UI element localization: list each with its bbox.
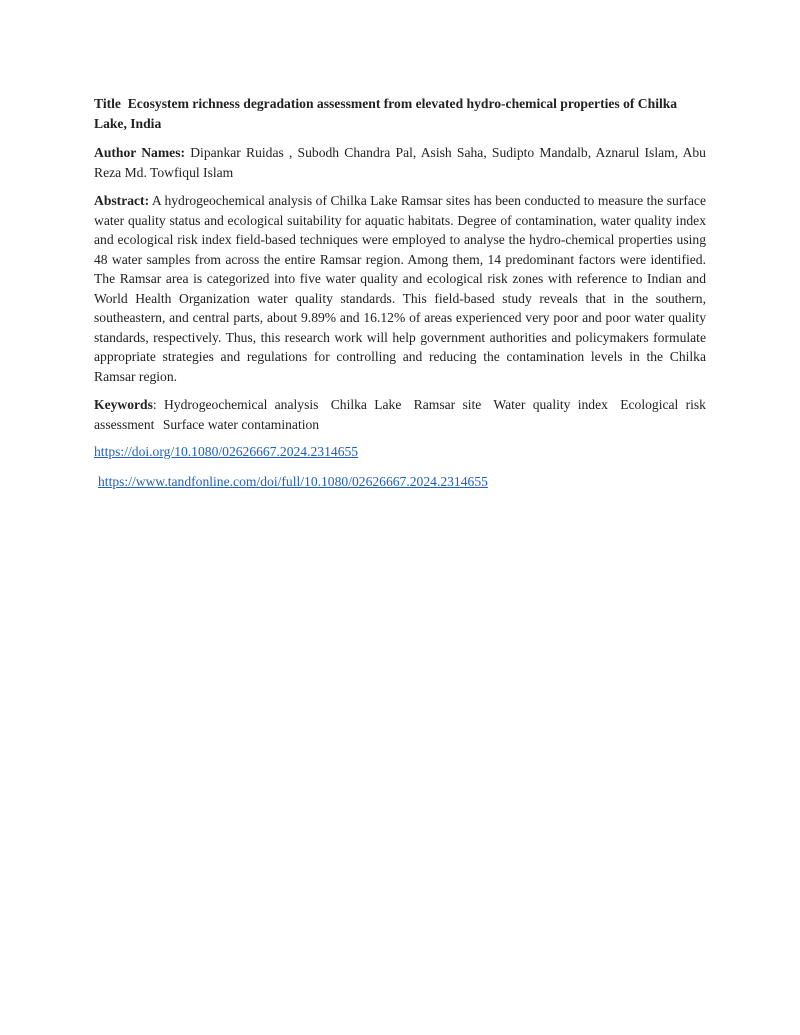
author-names [94,143,706,182]
keyword-item: Ramsar site [413,397,482,412]
keywords-label: Keywords [94,397,153,412]
document-page [94,94,706,491]
keyword-item: Ecological risk assessment [94,397,706,432]
doi-link-line [94,442,706,462]
abstract [94,191,706,386]
title-text: Ecosystem richness degradation assessment from elevated hydro-chemical properties of Chilka Lake, India [94,96,678,131]
publisher-link-line [94,472,706,492]
doi-link[interactable]: https://doi.org/10.1080/02626667.2024.2314655 [94,444,359,459]
keywords: Keywords: Hydrogeochemical analysis Chilka Lake Ramsar site Water quality index Ecological risk assessment Surface water contamination [94,397,706,432]
publisher-link[interactable]: https://www.tandfonline.com/doi/full/10.1080/02626667.2024.2314655 [98,473,488,489]
authors-text: Dipankar Ruidas , Subodh Chandra Pal, Asish Saha, Sudipto Mandalb, Aznarul Islam, Abu Reza Md. Towfiqul Islam [94,145,706,180]
title-label: Title [94,96,121,111]
authors-label: Author Names: [94,145,186,160]
paper-title [94,94,706,133]
abstract-label: Abstract: [94,193,150,208]
keyword-item: Chilka Lake [330,397,402,412]
keyword-item: Surface water contamination [162,416,320,432]
keyword-item: Hydrogeochemical analysis [163,397,319,412]
keyword-item: Water quality index [493,397,608,412]
abstract-text: A hydrogeochemical analysis of Chilka Lake Ramsar sites has been conducted to measure the surface water quality status and ecological suitability for aquatic habitats. Degree of contamination, water quality index and ecological risk index field-based techniques were employed to analyse the hydro-chemical properties using 48 water samples from across the entire Ramsar region. Among them, 14 predominant factors were identified. The Ramsar area is categorized into five water quality and ecological risk zones with reference to Indian and World Health Organization water quality standards. This field-based study reveals that in the southern, southeastern, and central parts, about 9.89% and 16.12% of areas experienced very poor and poor water quality standards, respectively. Thus, this research work will help government authorities and policymakers formulate appropriate strategies and regulations for controlling and reducing the contamination levels in the Chilka Ramsar region. [94,193,707,384]
